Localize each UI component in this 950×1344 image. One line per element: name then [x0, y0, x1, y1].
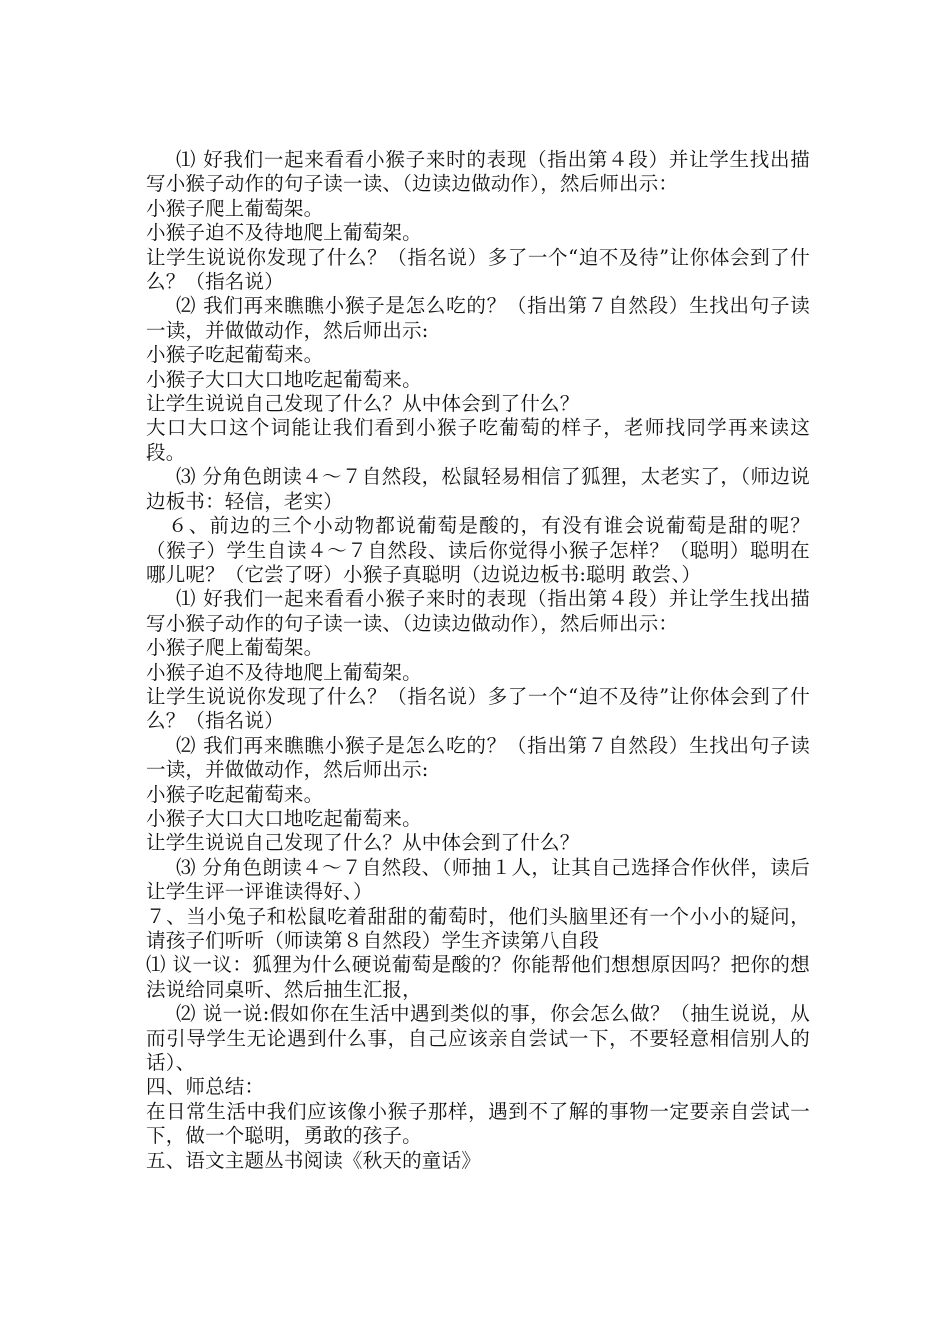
paragraph-15: 让学生说说你发现了什么？（指名说）多了一个“迫不及待”让你体会到了什么？（指名说）: [146, 684, 810, 733]
paragraph-4: 让学生说说你发现了什么？（指名说）多了一个“迫不及待”让你体会到了什么？（指名说）: [146, 245, 810, 294]
paragraph-6: 小猴子吃起葡萄来。: [146, 343, 324, 367]
paragraph-16: ⑵ 我们再来瞧瞧小猴子是怎么吃的？（指出第７自然段）生找出句子读一读，并做做动作，然后师出示:: [146, 733, 810, 782]
paragraph-7: 小猴子大口大口地吃起葡萄来。: [146, 367, 422, 391]
paragraph-8: 让学生说说自己发现了什么？从中体会到了什么？: [146, 392, 580, 416]
paragraph-14: 小猴子迫不及待地爬上葡萄架。: [146, 660, 422, 684]
paragraph-2: 小猴子爬上葡萄架。: [146, 196, 324, 220]
paragraph-23: ⑵ 说一说:假如你在生活中遇到类似的事，你会怎么做？（抽生说说，从而引导学生无论遇到什么事，自己应该亲自尝试一下，不要轻意相信别人的话）、: [146, 1002, 810, 1075]
paragraph-5: ⑵ 我们再来瞧瞧小猴子是怎么吃的？（指出第７自然段）生找出句子读一读，并做做动作，然后师出示:: [146, 294, 810, 342]
paragraph-17: 小猴子吃起葡萄来。: [146, 782, 324, 806]
document-body: [146, 148, 810, 1173]
paragraph-9: 大口大口这个词能让我们看到小猴子吃葡萄的样子，老师找同学再来读这段。: [146, 416, 810, 464]
paragraph-3: 小猴子迫不及待地爬上葡萄架。: [146, 221, 422, 245]
heading-summary: 四、师总结：: [146, 1075, 265, 1099]
paragraph-13: 小猴子爬上葡萄架。: [146, 636, 324, 660]
paragraph-11: ６、前边的三个小动物都说葡萄是酸的，有没有谁会说葡萄是甜的呢？（猴子）学生自读４～７自然段、读后你觉得小猴子怎样？（聪明）聪明在哪儿呢？（它尝了呀）小猴子真聪明（边说边板书:聪明 敢尝、）: [146, 514, 810, 586]
paragraph-1: ⑴ 好我们一起来看看小猴子来时的表现（指出第４段）并让学生找出描写小猴子动作的句子读一读、（边读边做动作），然后师出示：: [146, 148, 810, 196]
paragraph-22: ⑴ 议一议：狐狸为什么硬说葡萄是酸的？你能帮他们想想原因吗？把你的想法说给同桌听、然后抽生汇报，: [146, 953, 810, 1001]
heading-reading: 五、语文主题丛书阅读《秋天的童话》: [146, 1148, 481, 1172]
paragraph-12: ⑴ 好我们一起来看看小猴子来时的表现（指出第４段）并让学生找出描写小猴子动作的句子读一读、（边读边做动作），然后师出示：: [146, 587, 810, 635]
paragraph-18: 小猴子大口大口地吃起葡萄来。: [146, 806, 422, 830]
paragraph-25: 在日常生活中我们应该像小猴子那样，遇到不了解的事物一定要亲自尝试一下，做一个聪明，勇敢的孩子。: [146, 1099, 810, 1148]
paragraph-10: ⑶ 分角色朗读４～７自然段，松鼠轻易相信了狐狸，太老实了，（师边说边板书：轻信，老实）: [146, 465, 810, 513]
paragraph-21: ７、当小兔子和松鼠吃着甜甜的葡萄时，他们头脑里还有一个小小的疑问，请孩子们听听（师读第８自然段）学生齐读第八自段: [146, 904, 810, 952]
paragraph-19: 让学生说说自己发现了什么？从中体会到了什么？: [146, 831, 580, 855]
paragraph-20: ⑶ 分角色朗读４～７自然段、（师抽１人，让其自己选择合作伙伴，读后让学生评一评谁读得好、）: [146, 855, 810, 904]
